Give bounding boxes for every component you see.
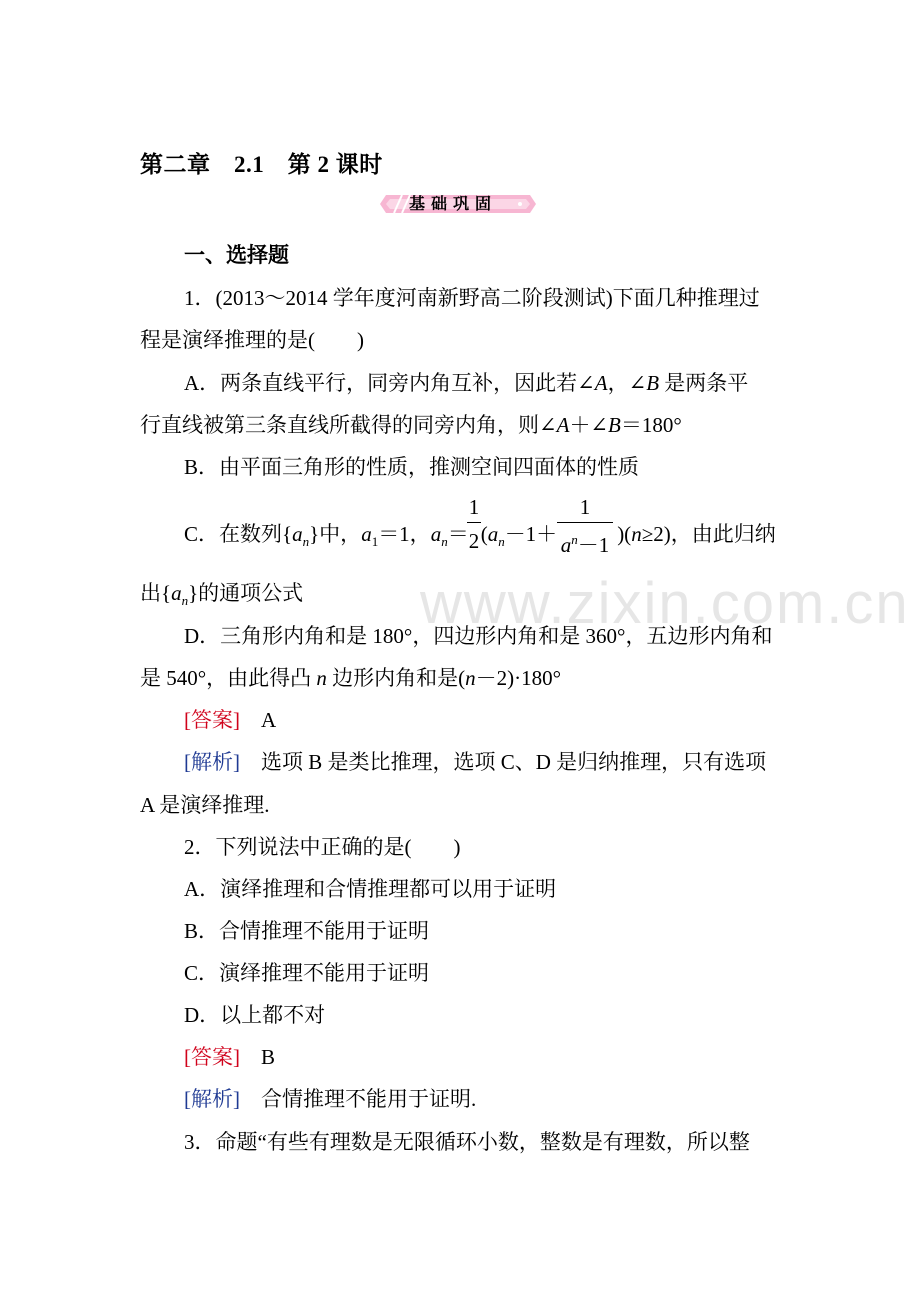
q1-option-b: B．由平面三角形的性质，推测空间四面体的性质 — [184, 455, 640, 479]
answer-label: [答案] — [184, 1045, 240, 1069]
watermark: www.zixin.com.cn — [420, 571, 910, 636]
section-heading: 一、选择题 — [184, 243, 289, 267]
q1-option-d-line2: 是 540°，由此得凸 n 边形内角和是(n－2)·180° — [140, 666, 562, 690]
q1-fraction-reciprocal: 1 $a^n-1$ — [557, 495, 613, 559]
q1-analysis-line1: [解析] 选项 B 是类比推理，选项 C、D 是归纳推理，只有选项 — [184, 750, 767, 774]
q1-stem-line1: 1．(2013～2014 学年度河南新野高二阶段测试)下面几种推理过 — [184, 286, 760, 310]
q1-option-c-line2: 出$\{a_n\}$的通项公式 — [140, 581, 304, 609]
q1-stem-line2: 程是演绎推理的是( ) — [140, 328, 364, 352]
q1-option-c-line1: C．在数列$\{a_n\}$中，$a_1=1$，$a_n= (a_n-1+ )(n\ge 2)$，由此归纳 — [184, 522, 776, 550]
q2-option-a: A．演绎推理和合情推理都可以用于证明 — [184, 877, 557, 901]
q3-stem: 3．命题“有些有理数是无限循环小数，整数是有理数，所以整 — [184, 1130, 750, 1154]
q2-stem: 2．下列说法中正确的是( ) — [184, 835, 461, 859]
q1-fraction-half: 1 2 — [468, 495, 480, 553]
q2-answer: [答案] B — [184, 1045, 276, 1069]
q2-option-b: B．合情推理不能用于证明 — [184, 919, 430, 943]
analysis-label: [解析] — [184, 1087, 240, 1111]
analysis-label: [解析] — [184, 750, 240, 774]
q2-option-c: C．演绎推理不能用于证明 — [184, 961, 430, 985]
banner-title: 基础巩固 — [409, 196, 498, 213]
q1-answer: [答案] A — [184, 708, 277, 732]
q1-option-a-line2: 行直线被第三条直线所截得的同旁内角，则∠A＋∠B＝180° — [140, 413, 682, 437]
q1-analysis-line2: A 是演绎推理. — [140, 793, 270, 817]
answer-label: [答案] — [184, 708, 240, 732]
page-title: 第二章 2.1 第 2 课时 — [140, 152, 383, 177]
q1-option-a-line1: A．两条直线平行，同旁内角互补，因此若∠A，∠B 是两条平 — [184, 371, 749, 395]
q2-option-d: D．以上都不对 — [184, 1003, 326, 1027]
q2-analysis: [解析] 合情推理不能用于证明. — [184, 1087, 477, 1111]
q1-option-d-line1: D．三角形内角和是 180°，四边形内角和是 360°，五边形内角和 — [184, 624, 773, 648]
